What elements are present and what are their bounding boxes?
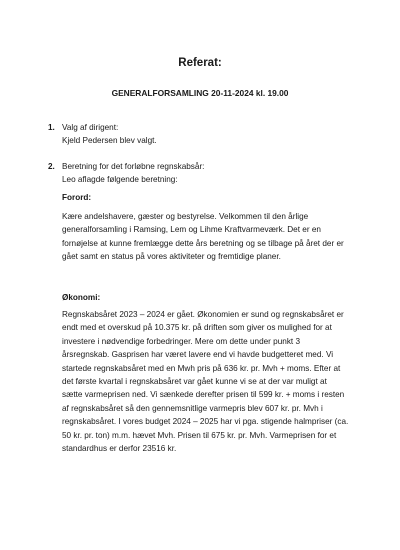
- paragraph-line: årsregnskab. Gasprisen har været lavere end vi havde budgetteret med. Vi: [62, 350, 334, 360]
- paragraph-line: gået samt en status på vores aktiviteter og fremtidige planer.: [62, 252, 281, 262]
- agenda-item-number: 2.: [48, 162, 55, 171]
- paragraph-line: 50 kr. pr. ton) m.m. hævet Mvh. Prisen til 675 kr. pr. Mvh. Varmeprisen for et: [62, 430, 337, 440]
- agenda-item-heading: Beretning for det forløbne regnskabsår:: [62, 162, 205, 171]
- document-subtitle: GENERALFORSAMLING 20-11-2024 kl. 19.00: [111, 88, 289, 98]
- paragraph-line: af regnskabsåret så den gennemsnitlige varmepris blev 607 kr. pr. Mvh i: [62, 403, 323, 413]
- agenda-item-text: Kjeld Pedersen blev valgt.: [62, 136, 157, 145]
- paragraph-line: startede regnskabsåret med en Mwh pris på 636 kr. pr. Mvh + moms. Efter at: [62, 363, 341, 373]
- paragraph-line: endt med et overskud på 10.375 kr. på driften som giver os mulighed for at: [62, 323, 332, 333]
- agenda-item-heading: Valg af dirigent:: [62, 123, 119, 132]
- paragraph-line: Kære andelshavere, gæster og bestyrelse. Velkommen til den årlige: [62, 212, 309, 221]
- document-title: Referat:: [178, 57, 222, 69]
- paragraph-line: investere i nødvendige forbedringer. Mere om dette under punkt 3: [62, 336, 301, 346]
- paragraph-line: Regnskabsåret 2023 – 2024 er gået. Økonomien er sund og regnskabsåret er: [62, 310, 344, 319]
- paragraph-line: fornøjelse at kunne fremlægge dette års beretning og se tilbage på året der er: [62, 238, 344, 248]
- agenda-item-number: 1.: [48, 123, 55, 132]
- paragraph-line: regnskabsåret. I vores budget 2024 – 2025 har vi pga. stigende halmpriser (ca.: [62, 417, 349, 427]
- okonomi-heading: Økonomi:: [62, 293, 101, 302]
- forord-heading: Forord:: [62, 193, 92, 202]
- paragraph-line: sætte varmeprisen ned. Vi sænkede derefter prisen til 599 kr. + moms i resten: [62, 390, 345, 400]
- paragraph-line: standardhus er derfor 23516 kr.: [62, 444, 177, 454]
- paragraph-line: generalforsamling i Ramsing, Lem og Lihme Kraftvarmeværk. Det er en: [62, 225, 321, 235]
- okonomi-paragraph: [62, 308, 362, 455]
- forord-paragraph: [62, 210, 362, 264]
- agenda-item-text: Leo aflagde følgende beretning:: [62, 175, 178, 184]
- paragraph-line: det første kvartal i regnskabsåret var gået kunne vi se at der var muligt at: [62, 377, 327, 387]
